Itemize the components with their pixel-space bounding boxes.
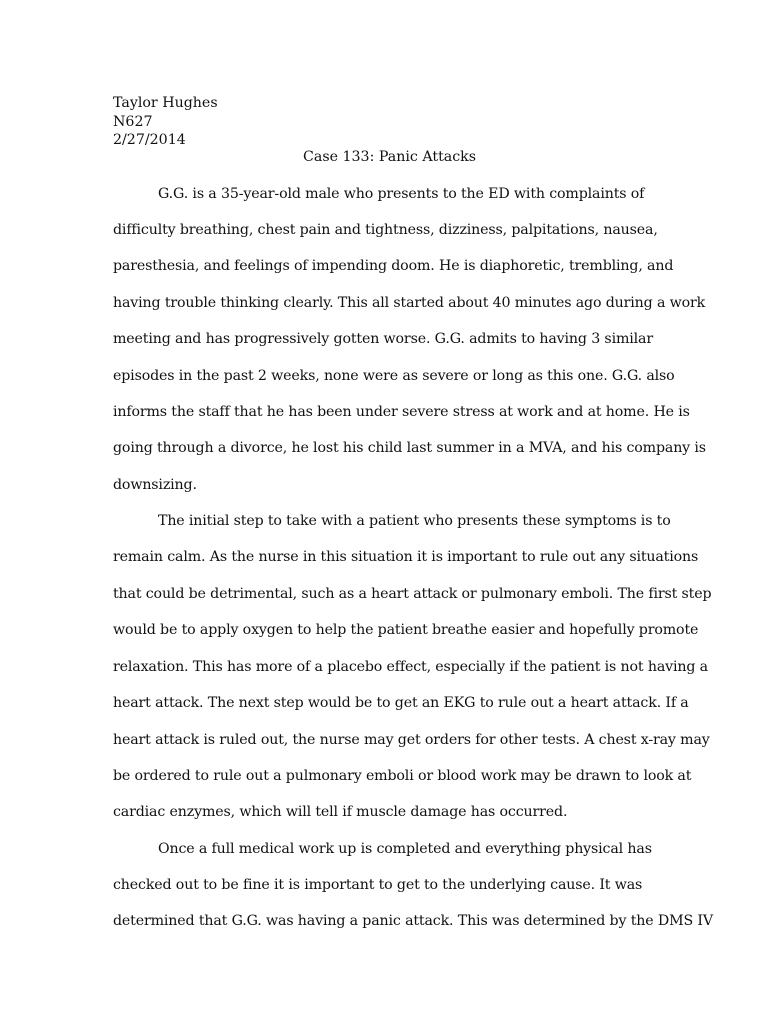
paragraph-line: relaxation. This has more of a placebo effect, especially if the patient is not having a (113, 659, 708, 675)
paragraph-line: going through a divorce, he lost his child last summer in a MVA, and his company is (113, 440, 706, 456)
paragraph-line: difficulty breathing, chest pain and tightness, dizziness, palpitations, nausea, (113, 222, 658, 238)
paragraph-line: determined that G.G. was having a panic attack. This was determined by the DMS IV (113, 913, 713, 929)
course-code: N627 (113, 113, 153, 130)
paragraph-line: heart attack is ruled out, the nurse may get orders for other tests. A chest x-ray may (113, 732, 710, 748)
paragraph-line: episodes in the past 2 weeks, none were as severe or long as this one. G.G. also (113, 368, 675, 384)
paragraph-line: The initial step to take with a patient who presents these symptoms is to (158, 513, 671, 529)
header-block (113, 94, 218, 150)
document-date: 2/27/2014 (113, 132, 186, 148)
paragraph-line: meeting and has progressively gotten worse. G.G. admits to having 3 similar (113, 331, 653, 347)
paragraph-line: Once a full medical work up is completed and everything physical has (158, 841, 652, 857)
paragraph-line: having trouble thinking clearly. This all started about 40 minutes ago during a work (113, 295, 706, 311)
paragraph-line: informs the staff that he has been under severe stress at work and at home. He is (113, 404, 690, 420)
paragraph-line: heart attack. The next step would be to get an EKG to rule out a heart attack. If a (113, 695, 689, 711)
paragraph-line: be ordered to rule out a pulmonary emboli or blood work may be drawn to look at (113, 768, 692, 784)
paragraph-line: remain calm. As the nurse in this situation it is important to rule out any situations (113, 549, 699, 565)
paragraph-line: cardiac enzymes, which will tell if muscle damage has occurred. (113, 804, 568, 820)
paragraph-line: downsizing. (113, 477, 197, 493)
paragraph-line: that could be detrimental, such as a heart attack or pulmonary emboli. The first step (113, 586, 712, 602)
paragraph-line: G.G. is a 35-year-old male who presents to the ED with complaints of (158, 186, 645, 202)
paragraph-line: would be to apply oxygen to help the patient breathe easier and hopefully promote (113, 622, 699, 638)
paragraph-line: paresthesia, and feelings of impending doom. He is diaphoretic, trembling, and (113, 258, 674, 274)
paragraph-line: checked out to be fine it is important to get to the underlying cause. It was (113, 877, 643, 893)
author-name: Taylor Hughes (113, 95, 218, 111)
document-title: Case 133: Panic Attacks (303, 149, 477, 165)
